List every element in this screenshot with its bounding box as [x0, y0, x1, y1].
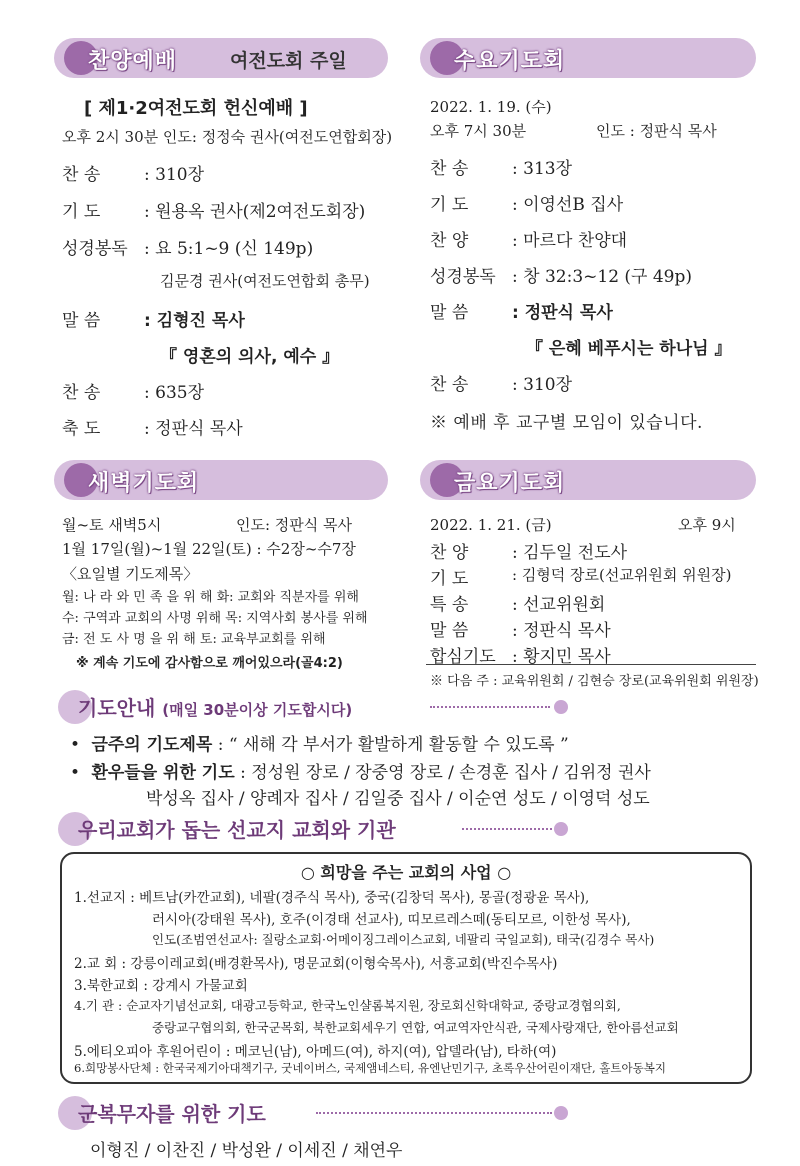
order-key: 찬 송	[430, 159, 469, 179]
order-key: 찬 송	[62, 383, 101, 403]
order-value: : 마르다 찬양대	[512, 231, 628, 251]
order-key: 찬 송	[430, 375, 469, 395]
friday-divider	[426, 664, 756, 665]
order-key: 말 씀	[430, 303, 469, 323]
order-key: 성경봉독	[430, 267, 496, 287]
prayer-sick-line2: 박성옥 집사 / 양례자 집사 / 김일중 집사 / 이순연 성도 / 이영덕 성도	[146, 789, 650, 809]
military-names: 이형진 / 이찬진 / 박성완 / 이세진 / 채연우	[90, 1141, 403, 1161]
wednesday-leader: 인도 : 정판식 목사	[596, 122, 717, 140]
order-key: 찬 양	[430, 231, 469, 251]
dawn-topic-row: 금: 전 도 사 명 을 위 해 토: 교육부교회를 위해	[62, 632, 326, 647]
mission-line: 러시아(강태원 목사), 호주(이경태 선교사), 띠모르레스떼(동티모르, 이한성 목사),	[152, 912, 631, 928]
order-key: 성경봉독	[62, 239, 128, 259]
order-key: 찬 양	[430, 543, 469, 563]
mission-line: 4.기 관 : 순교자기념선교회, 대광고등학교, 한국노인샬롬복지원, 장로회신학대학교, 중랑교경협의회,	[74, 998, 621, 1013]
wednesday-header	[420, 38, 756, 78]
order-value: : 310장	[512, 375, 573, 395]
missions-box-title: ○ 희망을 주는 교회의 사업 ○	[300, 863, 512, 882]
order-value: : 정판식 목사	[144, 419, 243, 439]
friday-header	[420, 460, 756, 500]
dotted-rule	[430, 706, 550, 708]
sunday-title: 찬양예배	[88, 49, 178, 74]
order-key: 말 씀	[62, 311, 101, 331]
dawn-leader: 인도: 정판식 목사	[236, 516, 353, 534]
order-key: 기 도	[430, 569, 469, 589]
order-value: : 313장	[512, 159, 573, 179]
dawn-header	[54, 460, 388, 500]
end-dot-icon	[554, 1106, 568, 1120]
order-value: : 요 5:1~9 (신 149p)	[144, 239, 314, 259]
prayer-subtitle: (매일 30분이상 기도합시다)	[162, 701, 353, 719]
order-key: 기 도	[62, 202, 101, 222]
dawn-schedule: 1월 17일(월)~1월 22일(토) : 수2장~수7장	[62, 540, 356, 558]
order-value: : 이영선B 집사	[512, 195, 624, 215]
sunday-subtitle: 여전도회 주일	[230, 50, 347, 72]
sunday-header	[54, 38, 388, 78]
order-key: 기 도	[430, 195, 469, 215]
dotted-rule	[462, 828, 552, 830]
order-value: : 김두일 전도사	[512, 543, 628, 563]
missions-title: 우리교회가 돕는 선교지 교회와 기관	[78, 818, 396, 842]
prayer-topic	[70, 730, 569, 755]
order-value: : 정판식 목사	[512, 621, 611, 641]
order-key: 찬 송	[62, 165, 101, 185]
sunday-heading: [ 제1·2여전도회 헌신예배 ]	[84, 98, 308, 119]
mission-line: 6.희망봉사단체 : 한국국제기아대책기구, 굿네이버스, 국제앰네스티, 유엔난민기구, 초록우산어린이재단, 홀트아동복지	[74, 1061, 666, 1075]
friday-title: 금요기도회	[454, 471, 566, 496]
prayer-sick	[70, 758, 651, 783]
wednesday-time: 오후 7시 30분	[430, 122, 527, 140]
dawn-title: 새벽기도회	[88, 471, 200, 496]
end-dot-icon	[554, 822, 568, 836]
mission-line: 중랑교구협의회, 한국군목회, 북한교회세우기 연합, 여교역자안식관, 국제사랑재단, 한아름선교회	[152, 1020, 679, 1035]
missions-box	[60, 852, 752, 1084]
sermon-title: 『 은혜 베푸시는 하나님 』	[526, 339, 732, 359]
sermon-title: 『 영혼의 의사, 예수 』	[160, 347, 340, 367]
friday-time: 오후 9시	[678, 516, 736, 534]
mission-line: 3.북한교회 : 강계시 가물교회	[74, 978, 248, 994]
dawn-verse: ※ 계속 기도에 감사함으로 깨어있으라(골4:2)	[76, 656, 343, 671]
order-value: : 황지민 목사	[512, 647, 611, 667]
end-dot-icon	[554, 700, 568, 714]
prayer-title: 기도안내	[78, 696, 156, 720]
dawn-topic-row: 수: 구역과 교회의 사명 위해 목: 지역사회 봉사를 위해	[62, 611, 368, 626]
order-key: 합심기도	[430, 647, 496, 667]
wednesday-date: 2022. 1. 19. (수)	[430, 98, 552, 116]
friday-date: 2022. 1. 21. (금)	[430, 516, 552, 534]
wednesday-note: ※ 예배 후 교구별 모임이 있습니다.	[430, 413, 703, 433]
order-value: : 310장	[144, 165, 205, 185]
sermon-preacher: : 정판식 목사	[512, 303, 613, 323]
military-title: 군복무자를 위한 기도	[78, 1102, 266, 1126]
sermon-preacher: : 김형진 목사	[144, 311, 245, 331]
friday-next: ※ 다음 주 : 교육위원회 / 김현승 장로(교육위원회 위원장)	[430, 674, 759, 689]
mission-line: 5.에티오피아 후원어린이 : 메코닌(남), 아메드(여), 하지(여), 압델라(남), 타하(여)	[74, 1044, 557, 1060]
sunday-time-line: 오후 2시 30분 인도: 정정숙 권사(여전도연합회장)	[62, 128, 393, 146]
prayer-topic-label: 금주의 기도제목	[91, 735, 213, 755]
prayer-topic-text: : “ 새해 각 부서가 활발하게 활동할 수 있도록 ”	[217, 735, 569, 755]
order-value: : 창 32:3~12 (구 49p)	[512, 267, 693, 287]
mission-line: 인도(조범연선교사: 질랑소교회·어메이징그레이스교회, 네팔리 국일교회), 태국(김경수 목사)	[152, 932, 655, 947]
order-value: : 원용옥 권사(제2여전도회장)	[144, 202, 366, 222]
prayer-sick-line1: : 정성원 장로 / 장중영 장로 / 손경훈 집사 / 김위정 권사	[240, 763, 651, 783]
order-value: 김문경 권사(여전도연합회 총무)	[160, 272, 370, 290]
order-key: 말 씀	[430, 621, 469, 641]
dawn-time: 월~토 새벽5시	[62, 516, 162, 534]
order-value: : 선교위원회	[512, 595, 606, 615]
dotted-rule	[316, 1112, 552, 1114]
order-value: : 김형덕 장로(선교위원회 위원장)	[512, 566, 732, 584]
dawn-topics-title: 〈요일별 기도제목〉	[62, 565, 199, 583]
order-key: 특 송	[430, 595, 469, 615]
order-key: 축 도	[62, 419, 101, 439]
mission-line: 1.선교지 : 베트남(카깐교회), 네팔(경주식 목사), 중국(김창덕 목사), 몽골(정광윤 목사),	[74, 890, 590, 906]
order-value: : 635장	[144, 383, 205, 403]
prayer-sick-label: 환우들을 위한 기도	[91, 763, 235, 783]
wednesday-title: 수요기도회	[454, 49, 566, 74]
dawn-topic-row: 월: 나 라 와 민 족 을 위 해 화: 교회와 직분자를 위해	[62, 590, 359, 605]
mission-line: 2.교 회 : 강릉이레교회(배경환목사), 명문교회(이형숙목사), 서흥교회(박진수목사)	[74, 956, 558, 972]
